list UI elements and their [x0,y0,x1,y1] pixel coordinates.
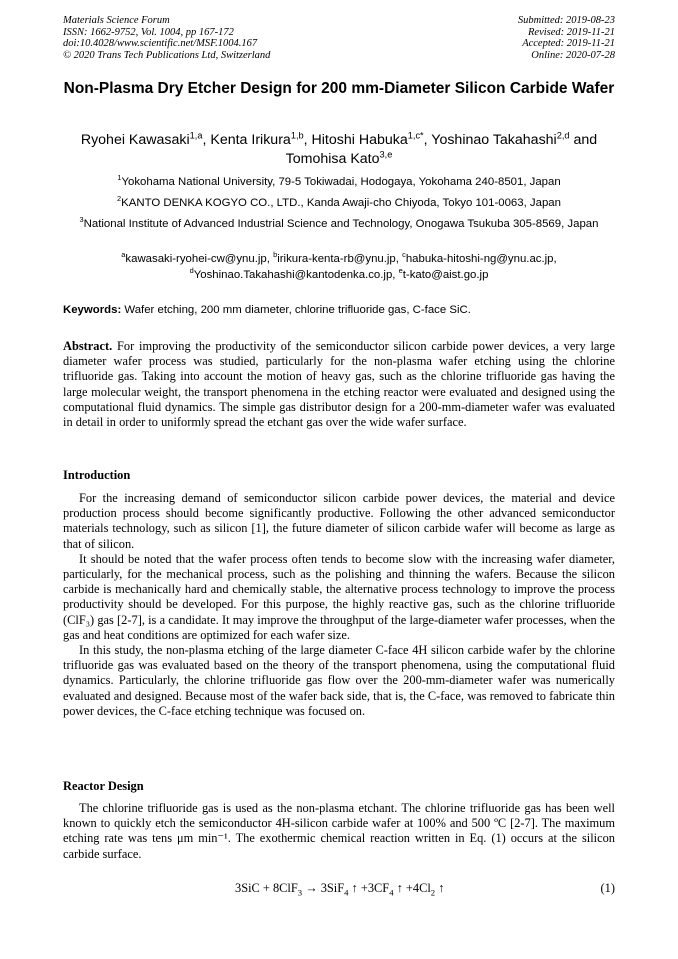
body-paragraph: The chlorine trifluoride gas is used as the non-plasma etchant. The chlorine trifluoride gas has been well known to quickly etch the semiconductor 4H-silicon carbide wafer at 100% and 500 ºC [2-7]. The maximum etching rate was tens μm min⁻¹. The exothermic chemical reaction written in Eq. (1) occurs at the silicon carbide surface. [63,801,615,861]
author-name: Kenta Irikura [210,132,291,148]
author-name: Tomohisa Kato [285,151,380,167]
affiliation [63,196,615,212]
submitted-date: Submitted: 2019-08-23 [517,15,615,26]
email-sup: a [121,250,126,260]
author-sup: 1,a [189,130,203,141]
author-name: Yoshinao Takahashi [431,132,557,148]
author-emails [63,252,615,283]
author-sup: 2,d [556,130,570,141]
email-address[interactable]: kawasaki-ryohei-cw@ynu.jp, [125,253,274,265]
author-list [50,131,628,169]
eq-term: ↑ +4Cl [393,881,431,895]
author-sep: and [569,132,598,148]
journal-info [63,15,270,61]
email-sup: c [402,250,406,260]
keywords-text: Wafer etching, 200 mm diameter, chlorine trifluoride gas, C-face SiC. [121,304,471,316]
introduction-heading: Introduction [63,468,131,482]
eq-term: ↑ [435,881,445,895]
abstract-paragraph [63,339,615,430]
affiliation-text: Yokohama National University, 79-5 Tokiwadai, Hodogaya, Yokohama 240-8501, Japan [121,176,561,188]
journal-doi: doi:10.4028/www.scientific.net/MSF.1004.167 [63,38,258,50]
email-sup: d [189,265,194,275]
eq-subscript: 3 [297,887,303,898]
author-sep: , [202,132,211,148]
reactor-design-section [63,801,615,862]
author-sup: 3,e [379,149,393,160]
author-sep: , [423,132,432,148]
eq-term: ↑ +3CF [348,881,390,895]
affiliation-text: National Institute of Advanced Industrial Science and Technology, Onogawa Tsukuba 305-8569, Japan [83,218,599,230]
abstract-text: For improving the productivity of the semiconductor silicon carbide power devices, a very large diameter wafer process was studied, particularly for the non-plasma wafer etching using the chlorine trifluoride gas. Taking into account the motion of heavy gas, such as the chlorine trifluoride gas having the large molecular weight, the transport phenomena in the etching reactor were evaluated and designed using the computational fluid dynamics. The simple gas distributor design for a 200-mm-diameter wafer was evaluated in detail in order to uniformly spread the etchant gas over the wide wafer surface. [63,339,615,430]
abstract-section [63,339,615,430]
submission-dates [518,15,615,61]
email-address[interactable]: Yoshinao.Takahashi@kantodenka.co.jp, [193,268,399,281]
journal-issn: ISSN: 1662-9752, Vol. 1004, pp 167-172 [63,26,234,38]
eq-subscript: 4 [389,887,394,898]
journal-copyright: © 2020 Trans Tech Publications Ltd, Switzerland [63,49,271,61]
affiliation [63,175,615,191]
eq-term: 3SiC + 8ClF [235,881,298,895]
author-sup: 1,b [290,130,304,141]
reactor-design-heading: Reactor Design [63,779,144,793]
revised-date: Revised: 2019-11-21 [528,26,615,38]
affiliation-text: KANTO DENKA KOGYO CO., LTD., Kanda Awaji-cho Chiyoda, Tokyo 101-0063, Japan [121,197,561,209]
keywords-label: Keywords: [63,304,122,316]
eq-subscript: 2 [430,887,436,898]
email-sup: b [273,250,278,260]
author-name: Ryohei Kawasaki [80,132,190,148]
affiliation [63,217,615,233]
eq-subscript: 4 [344,887,349,898]
keywords-section [63,303,615,318]
eq-term: → 3SiF [302,881,345,895]
affiliation-sup: 2 [117,194,122,204]
affiliation-sup: 3 [79,215,84,225]
body-paragraph: For the increasing demand of semiconductor silicon carbide power devices, the material and device production process should become significantly productive. Following the other advanced semiconductor materials technology, such as silicon [1], the future diameter of silicon carbide wafer will become as large as that of silicon. [63,491,615,551]
journal-header [63,15,615,61]
author-sep: , [303,132,312,148]
equation-number: (1) [600,881,615,895]
equation-expression [235,881,444,896]
author-name: Hitoshi Habuka [311,132,408,148]
email-sup: e [398,265,403,275]
online-date: Online: 2020-07-28 [531,49,615,61]
accepted-date: Accepted: 2019-11-21 [522,38,615,50]
introduction-section [63,491,615,719]
paper-title: Non-Plasma Dry Etcher Design for 200 mm-Diameter Silicon Carbide Wafer [63,80,615,97]
email-address[interactable]: irikura-kenta-rb@ynu.jp, [277,253,403,265]
abstract-label: Abstract. [63,339,113,353]
author-sup: 1,c* [407,130,424,141]
journal-name: Materials Science Forum [63,15,170,26]
email-address[interactable]: t-kato@aist.go.jp [402,268,489,281]
body-paragraph: In this study, the non-plasma etching of the large diameter C-face 4H silicon carbide wafer by the chlorine trifluoride gas was evaluated based on the theory of the transport phenomena, using the computational fluid dynamics. Particularly, the chlorine trifluoride gas flow over the 200-mm-diameter wafer was numerically evaluated and designed. Because most of the wafer back side, that is, the C-face, was removed to fabricate thin power devices, the C-face etching technique was focused on. [63,643,615,718]
body-paragraph: It should be noted that the wafer process often tends to become slow with the increasing wafer diameter, particularly, for the mechanical process, such as the polishing and thinning the wafers. Because the silicon carbide is mechanically hard and chemically stable, the alternative process technology to improve the process productivity should be developed. For this purpose, the highly reactive gas, such as the chlorine trifluoride (ClF₃) gas [2-7], is a candidate. It may improve the throughput of the large-diameter wafer processes, when the gas and heat conditions are optimized for each wafer size. [63,551,615,642]
email-address[interactable]: habuka-hitoshi-ng@ynu.ac.jp, [405,253,557,265]
affiliation-sup: 1 [117,173,122,183]
